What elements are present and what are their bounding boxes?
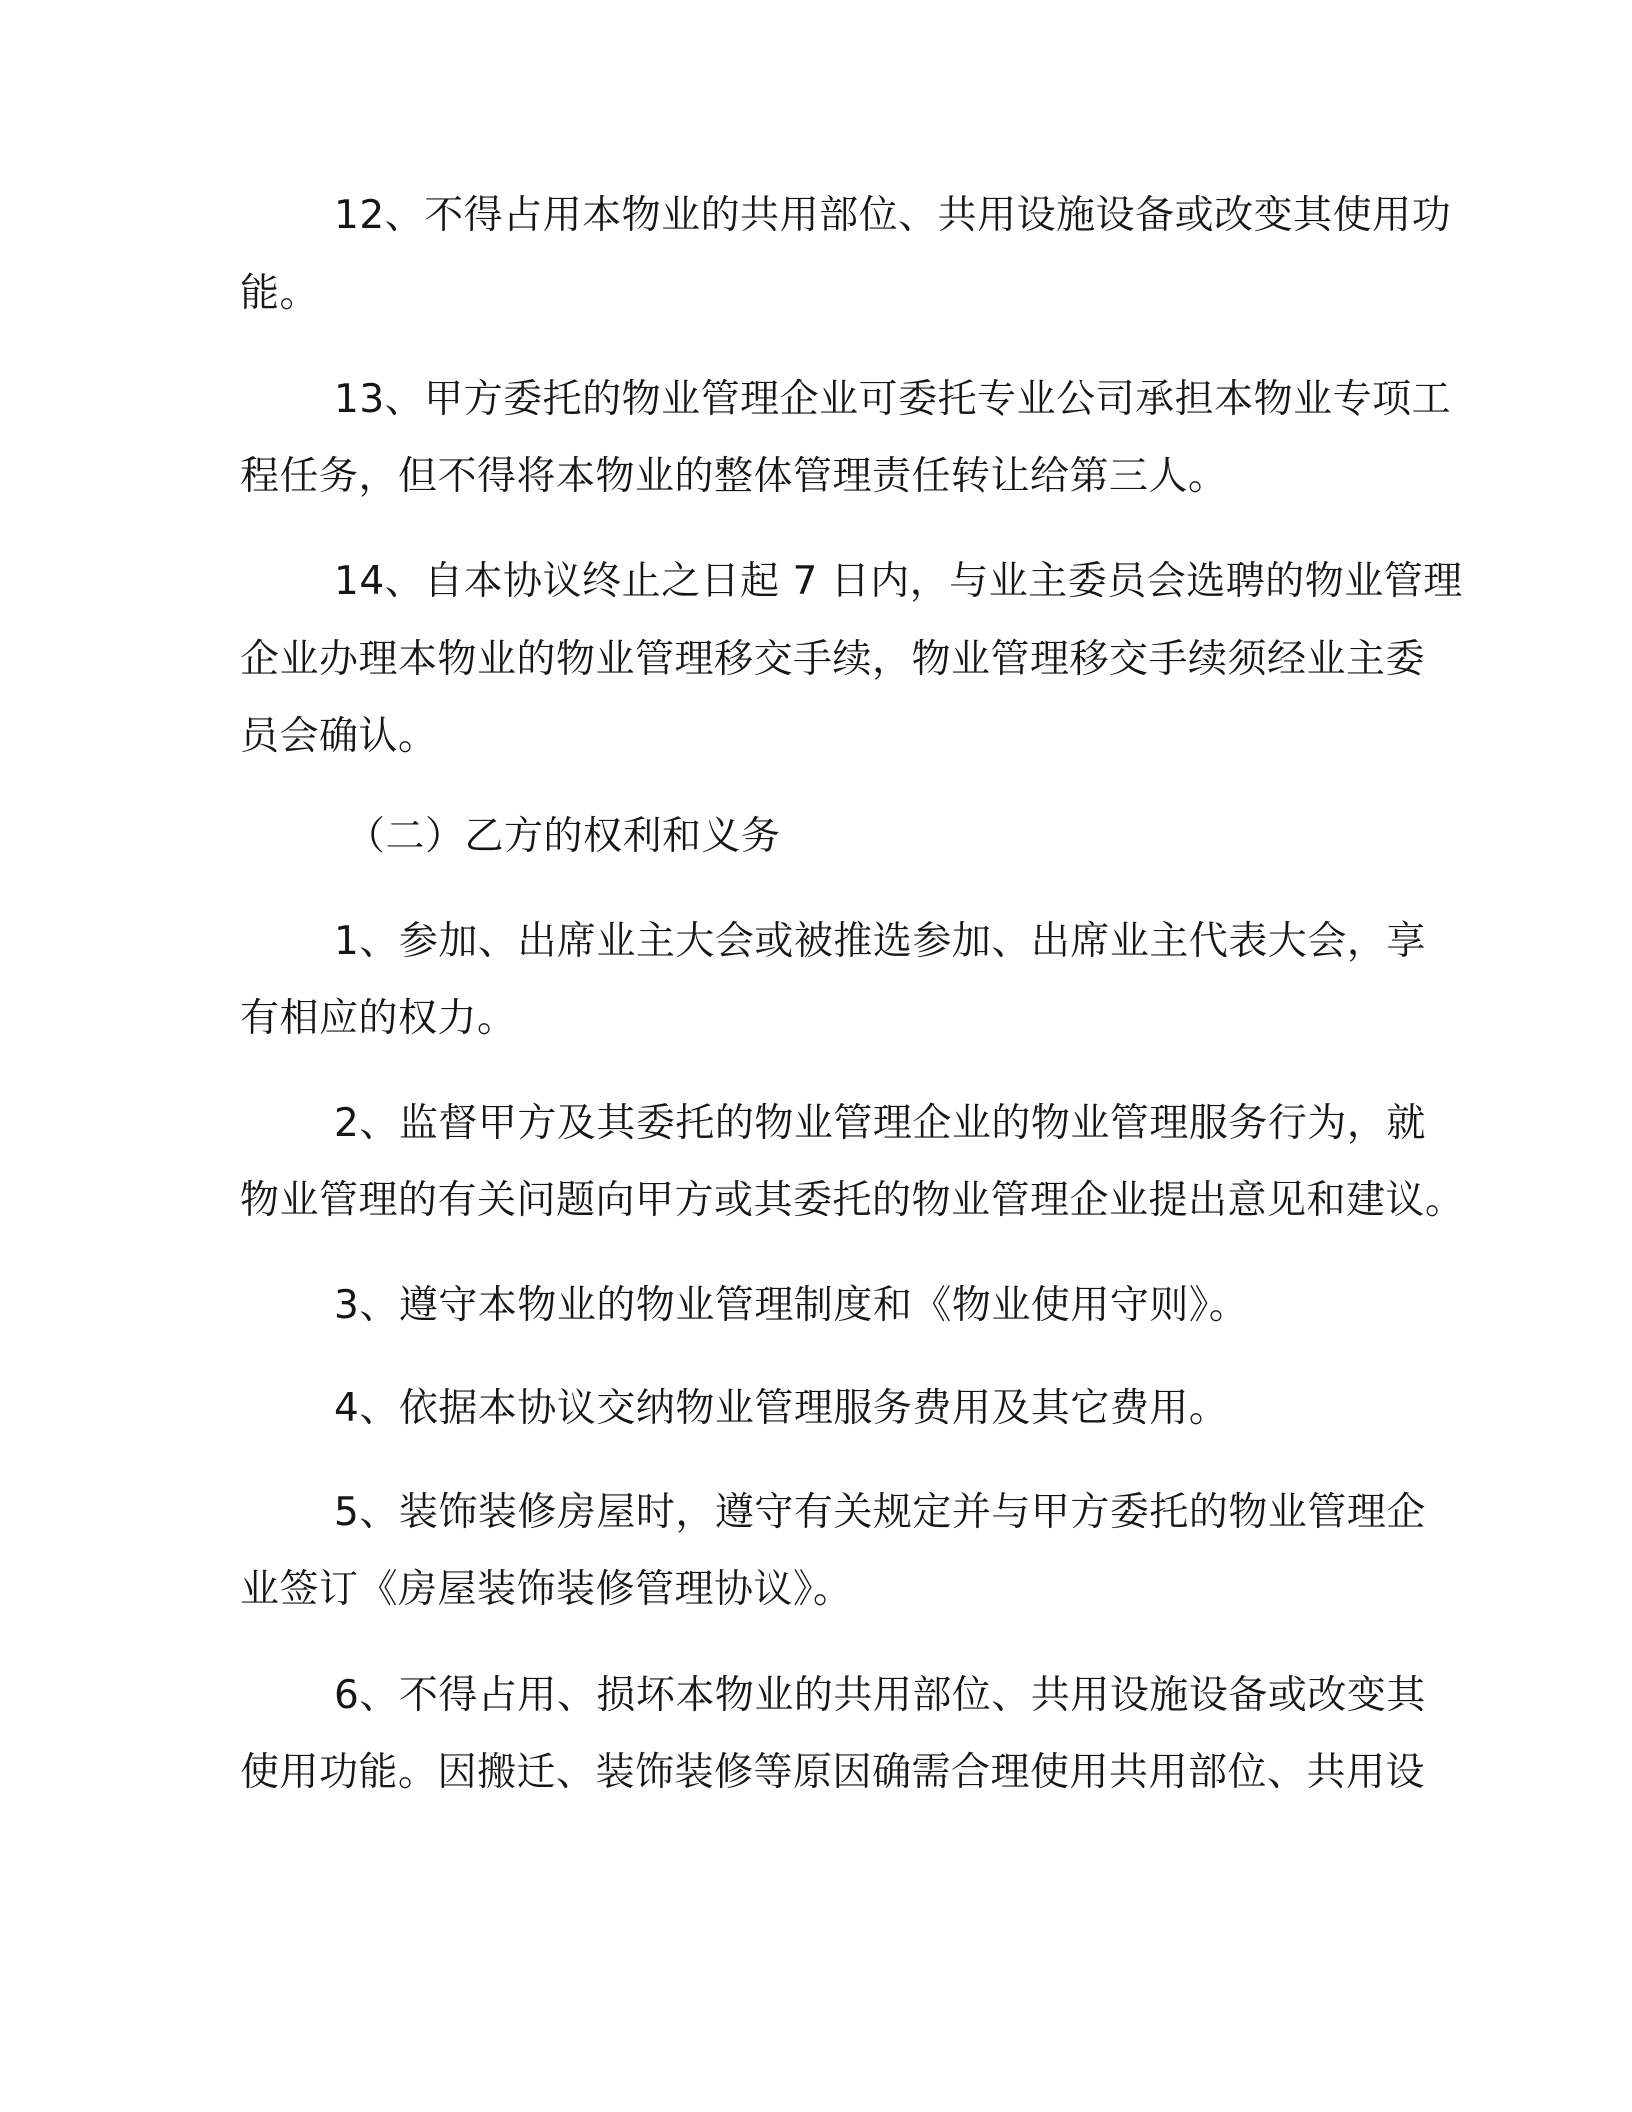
- clause-b-5-line-1: 5、装饰装修房屋时，遵守有关规定并与甲方委托的物业管理企: [334, 1490, 1426, 1535]
- clause-b-6-line-2: 使用功能。因搬迁、装饰装修等原因确需合理使用共用部位、共用设: [240, 1750, 1426, 1795]
- clause-13-line-2: 程任务，但不得将本物业的整体管理责任转让给第三人。: [240, 454, 1228, 499]
- clause-14-line-1: 14、自本协议终止之日起 7 日内，与业主委员会选聘的物业管理: [334, 559, 1463, 604]
- clause-14-line-2: 企业办理本物业的物业管理移交手续，物业管理移交手续须经业主委: [240, 637, 1426, 682]
- clause-b-1-line-1: 1、参加、出席业主大会或被推选参加、出席业主代表大会，享: [334, 919, 1426, 964]
- clause-12-line-1: 12、不得占用本物业的共用部位、共用设施设备或改变其使用功: [334, 193, 1452, 238]
- clause-b-2-line-1: 2、监督甲方及其委托的物业管理企业的物业管理服务行为，就: [334, 1101, 1426, 1146]
- clause-14-line-3: 员会确认。: [240, 714, 438, 759]
- clause-b-3-line-1: 3、遵守本物业的物业管理制度和《物业使用守则》。: [334, 1283, 1249, 1328]
- clause-b-6-line-1: 6、不得占用、损坏本物业的共用部位、共用设施设备或改变其: [334, 1673, 1426, 1718]
- clause-13-line-1: 13、甲方委托的物业管理企业可委托专业公司承担本物业专项工: [334, 377, 1452, 422]
- clause-b-1-line-2: 有相应的权力。: [240, 996, 517, 1041]
- clause-b-2-line-2: 物业管理的有关问题向甲方或其委托的物业管理企业提出意见和建议。: [240, 1178, 1465, 1223]
- clause-12-line-2: 能。: [240, 271, 320, 316]
- clause-b-4-line-1: 4、依据本协议交纳物业管理服务费用及其它费用。: [334, 1386, 1229, 1431]
- section-heading: （二）乙方的权利和义务: [346, 814, 781, 859]
- clause-b-5-line-2: 业签订《房屋装饰装修管理协议》。: [240, 1567, 853, 1612]
